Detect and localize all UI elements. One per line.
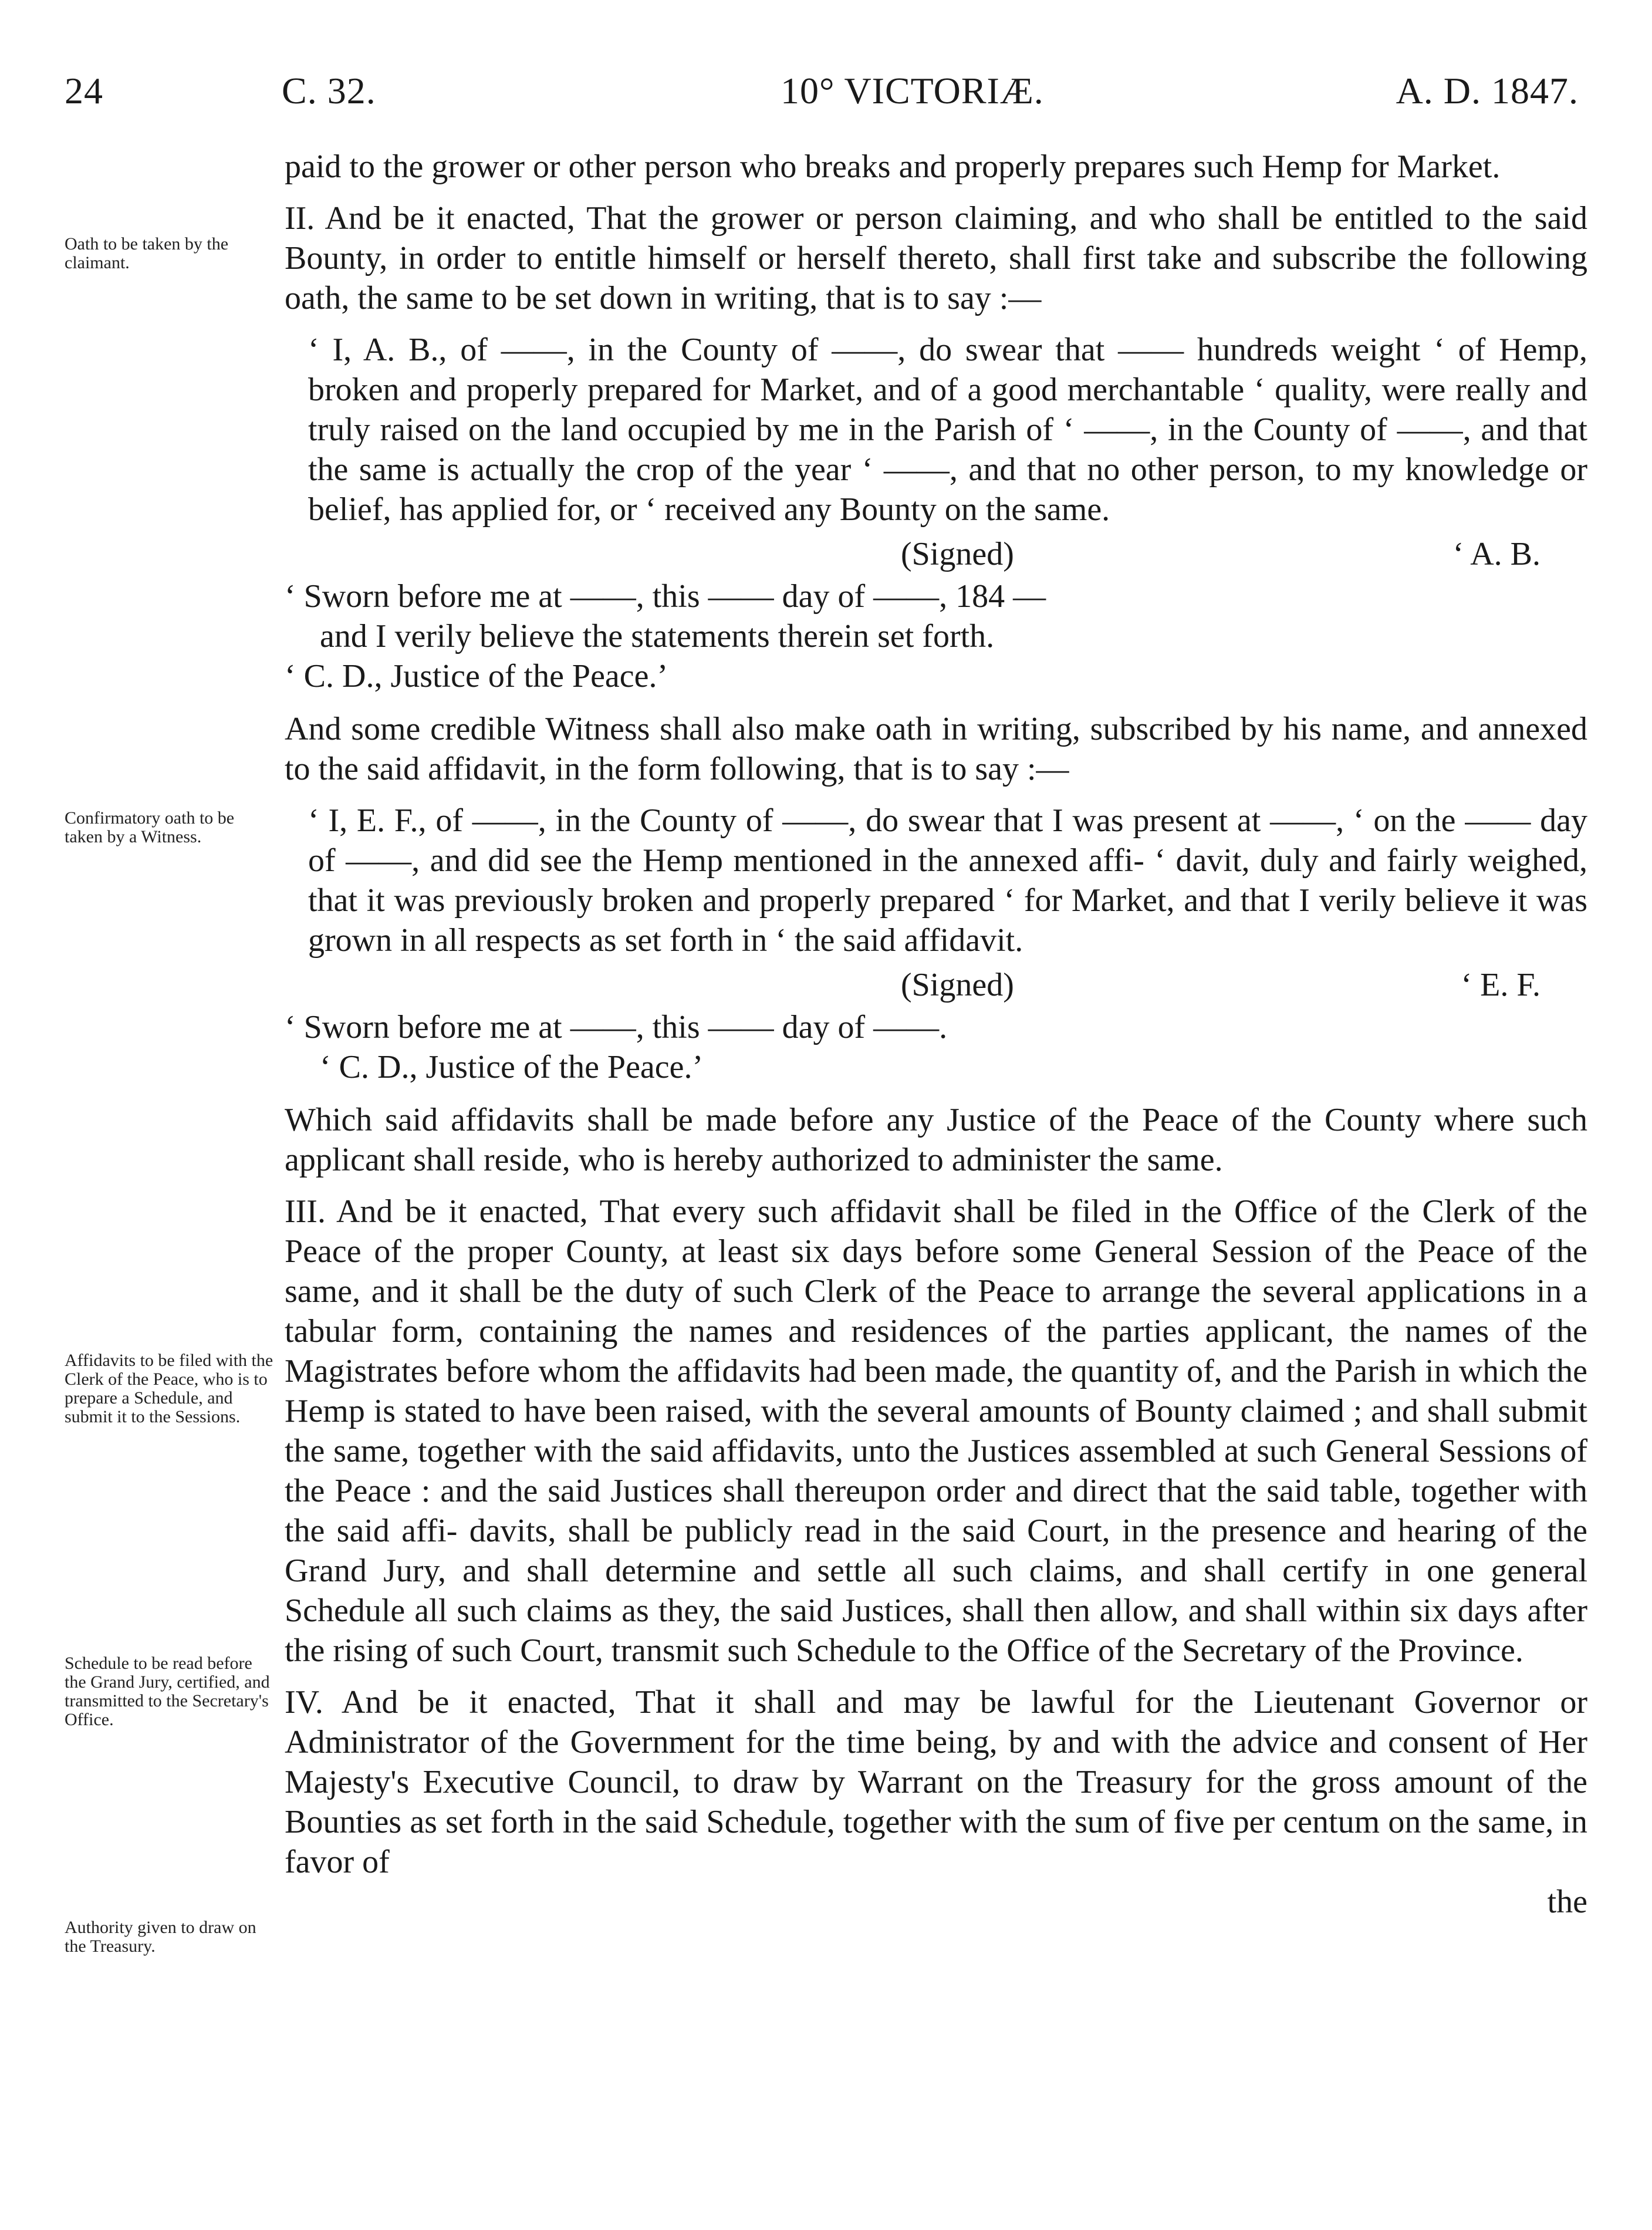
claimant-oath: ‘ I, A. B., of ——, in the County of ——, do swear that —— hundreds weight ‘ of Hemp, broken and properly prepared for Market, and of a good merchantable ‘ quality, were really and truly raised on the land occupied by me in the Parish of ‘ ——, in the County of ——, and that the same is actually the crop of the year ‘ ——, and that no other person, to my knowledge or belief, has applied for, or ‘ received any Bounty on the same. [308,332,1587,528]
affidavits-paragraph: Which said affidavits shall be made before any Justice of the Peace of the County where such applicant shall reside, who is hereby authorized to administer the same. [285,1102,1587,1178]
margin-note-treasury-authority: Authority given to draw on the Treasury. [65,1918,256,1956]
catchword: the [1547,1884,1587,1920]
signer-name: ‘ A. B. [1452,536,1540,572]
signer-name: ‘ E. F. [1461,967,1540,1003]
belief-line: and I verily believe the statements therein set forth. [320,618,995,655]
page-number: 24 [65,70,103,112]
margin-note-oath-claimant: Oath to be taken by the claimant. [65,234,229,272]
witness-paragraph: And some credible Witness shall also make oath in writing, subscribed by his name, and annexed to the said affidavit, in the form following, that is to say :— [285,711,1587,787]
section-2: II. And be it enacted, That the grower or person claiming, and who shall be entitled to the said Bounty, in order to entitle himself or herself thereto, shall first take and subscribe the following oath, the same to be set down in writing, that is to say :— [285,200,1587,316]
signed-label: (Signed) [901,967,1014,1003]
margin-note-schedule-read: Schedule to be read before the Grand Jury, certified, and transmitted to the Secretary's Office. [65,1654,270,1729]
signed-label: (Signed) [901,536,1014,572]
running-header [65,69,1579,128]
justice-line-2: ‘ C. D., Justice of the Peace.’ [320,1049,704,1085]
justice-line-1: ‘ C. D., Justice of the Peace.’ [285,658,668,694]
witness-oath: ‘ I, E. F., of ——, in the County of ——, do swear that I was present at ——, ‘ on the —— day of ——, and did see the Hemp mentioned in the annexed affi- ‘ davit, duly and fairly weighed, that it was previously broken and properly prepared ‘ for Market, and that I verily believe it was grown in all respects as set forth in ‘ the said affidavit. [308,802,1587,959]
paragraph-intro: paid to the grower or other person who breaks and properly prepares such Hemp for Market. [285,149,1501,185]
sworn-line-1: ‘ Sworn before me at ——, this —— day of ——, 184 — [285,578,1046,615]
signature-line-2 [285,965,1587,1005]
regnal-year: 10° VICTORIÆ. [781,70,1044,112]
signature-line-1 [285,534,1587,574]
section-3: III. And be it enacted, That every such affidavit shall be filed in the Office of the Clerk of the Peace of the proper County, at least six days before some General Session of the Peace of the same, and it shall be the duty of such Clerk of the Peace to arrange the several applications in a tabular form, containing the names and residences of the parties applicant, the names of the Magistrates before whom the affidavits had been made, the quantity of, and the Parish in which the Hemp is stated to have been raised, with the several amounts of Bounty claimed ; and shall submit the same, together with the said affidavits, unto the Justices assembled at such General Sessions of the Peace : and the said Justices shall thereupon order and direct that the said table, together with the said affi- davits, shall be publicly read in the said Court, in the presence and hearing of the Grand Jury, and shall determine and settle all such claims, and shall certify in one general Schedule all such claims as they, the said Justices, shall then allow, and shall within six days after the rising of such Court, transmit such Schedule to the Office of the Secretary of the Province. [285,1193,1587,1669]
margin-note-witness-oath: Confirmatory oath to be taken by a Witness. [65,808,235,846]
chapter-number: C. 32. [282,70,376,112]
margin-note-affidavits-filed: Affidavits to be filed with the Clerk of the Peace, who is to prepare a Schedule, and submit it to the Sessions. [65,1351,273,1426]
sworn-line-2: ‘ Sworn before me at ——, this —— day of ——. [285,1009,948,1045]
statute-text [285,147,1587,1955]
calendar-year: A. D. 1847. [1396,70,1579,112]
section-4: IV. And be it enacted, That it shall and may be lawful for the Lieutenant Governor or Administrator of the Government for the time being, by and with the advice and consent of Her Majesty's Executive Council, to draw by Warrant on the Treasury for the gross amount of the Bounties as set forth in the said Schedule, together with the sum of five per centum on the same, in favor of [285,1684,1587,1880]
